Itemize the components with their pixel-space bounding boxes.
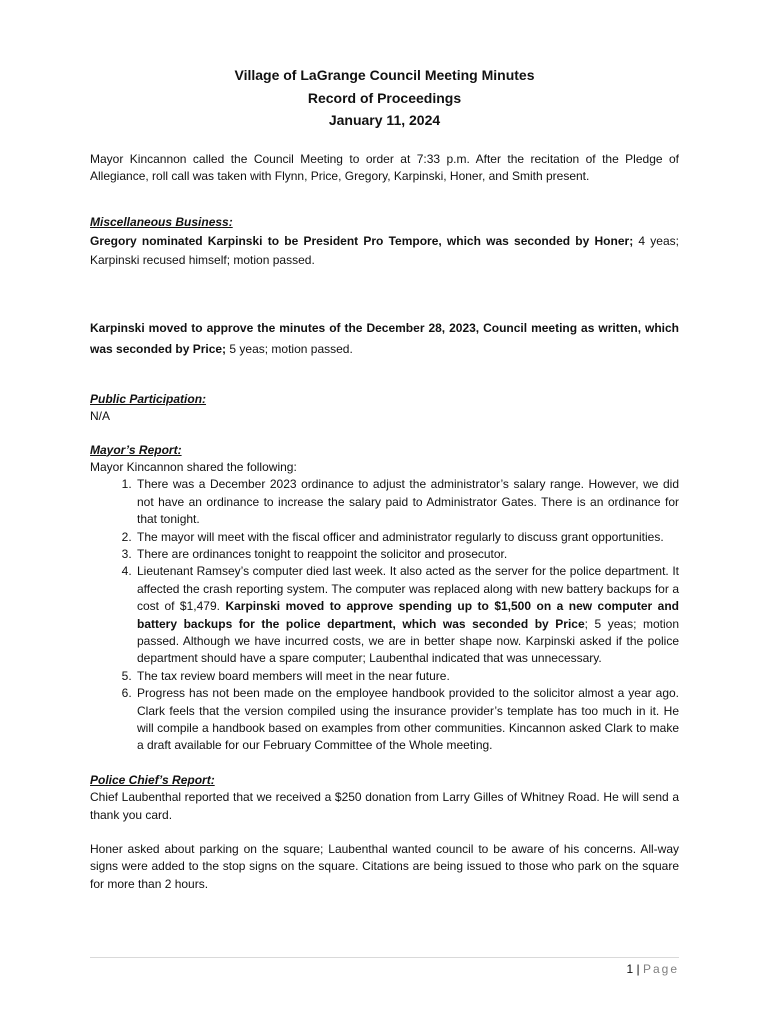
mayor-report-heading: Mayor’s Report:: [90, 442, 182, 457]
footer-separator: |: [633, 962, 643, 976]
list-item: 5. The tax review board members will meet in the near future.: [135, 668, 679, 685]
police-report-para-1: Chief Laubenthal reported that we received a $250 donation from Larry Gilles of Whitney Road. He will send a thank you card.: [90, 790, 679, 822]
item4-motion-bold: Karpinski moved to approve spending up to $1,500 on a new computer and battery backups for the police department, which was seconded by Price: [137, 599, 679, 631]
misc-motion-1-rest: 4 yeas; Karpinski recused himself; motion passed.: [90, 233, 679, 268]
public-participation-text: N/A: [90, 409, 111, 424]
mayor-report-intro: Mayor Kincannon shared the following:: [90, 459, 297, 474]
footer-divider: [90, 957, 679, 958]
misc-motion-1: [90, 232, 679, 271]
title-date: January 11, 2024: [328, 112, 441, 128]
page-footer: [626, 960, 679, 978]
mayor-report-list: [90, 476, 679, 755]
opening-paragraph: Mayor Kincannon called the Council Meeting to order at 7:33 p.m. After the recitation of the Pledge of Allegiance, roll call was taken with Flynn, Price, Gregory, Karpinski, Honer, and Smith present.: [90, 151, 679, 183]
document-body: [90, 64, 679, 893]
misc-motion-1-bold: Gregory nominated Karpinski to be President Pro Tempore, which was seconded by Honer;: [90, 233, 634, 248]
title-line-2: Record of Proceedings: [307, 89, 462, 106]
page-number: 1: [626, 962, 634, 976]
item4-text-b: ; 5 yeas; motion passed. Although we have incurred costs, we are in better shape now. Karpinski asked if the police department should have a spare computer; Laubenthal indicated that was unnecessary.: [137, 616, 679, 666]
document-title: [90, 64, 679, 132]
title-line-1: Village of LaGrange Council Meeting Minutes: [234, 67, 535, 83]
misc-motion-2: [90, 318, 679, 360]
page-label: Page: [642, 962, 679, 976]
police-report-para-2: Honer asked about parking on the square; Laubenthal wanted council to be aware of his concerns. All-way signs were added to the stop signs on the square. Citations are being issued to those who park on the square for more than 2 hours.: [90, 842, 679, 891]
misc-business-heading: Miscellaneous Business:: [90, 215, 233, 230]
misc-motion-2-bold: Karpinski moved to approve the minutes of the December 28, 2023, Council meeting as written, which was seconded by Price;: [90, 320, 679, 356]
list-item: 2. The mayor will meet with the fiscal officer and administrator regularly to discuss grant opportunities.: [135, 529, 679, 546]
item4-text-a: Lieutenant Ramsey’s computer died last week. It also acted as the server for the police department. It affected the crash reporting system. The computer was replaced along with new battery backups for a cost of $1,479.: [137, 564, 679, 614]
list-item: 3. There are ordinances tonight to reappoint the solicitor and prosecutor.: [135, 546, 679, 563]
public-participation-heading: Public Participation:: [90, 391, 207, 406]
list-item: 6. Progress has not been made on the employee handbook provided to the solicitor almost a year ago. Clark feels that the version compiled using the insurance provider’s template has too much in it. He will compile a handbook based on examples from other communities. Kincannon asked Clark to make a draft available for our February Committee of the Whole meeting.: [135, 685, 679, 755]
misc-motion-2-rest: 5 yeas; motion passed.: [226, 341, 353, 356]
list-item: 1. There was a December 2023 ordinance to adjust the administrator’s salary range. However, we did not have an ordinance to increase the salary paid to Administrator Gates. There is an ordinance for that tonight.: [135, 476, 679, 528]
list-item: [135, 563, 679, 667]
police-report-heading: Police Chief’s Report:: [90, 772, 215, 787]
